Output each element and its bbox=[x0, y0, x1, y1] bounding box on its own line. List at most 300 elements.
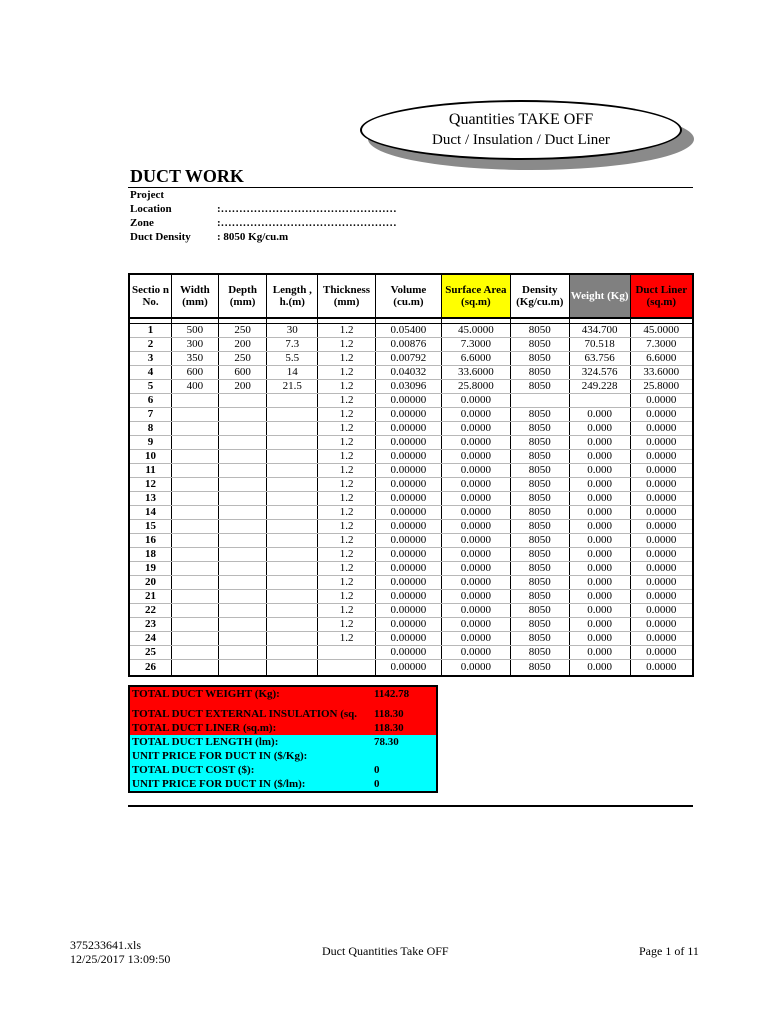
total-label: TOTAL DUCT EXTERNAL INSULATION (sq. bbox=[132, 708, 358, 720]
info-row-zone bbox=[130, 216, 690, 230]
table-cell: 22 bbox=[129, 604, 172, 618]
table-cell: 8050 bbox=[510, 506, 569, 520]
total-label: TOTAL DUCT WEIGHT (Kg): bbox=[132, 688, 280, 700]
table-cell bbox=[267, 408, 318, 422]
table-cell bbox=[318, 660, 376, 677]
table-header-row bbox=[129, 274, 693, 318]
table-cell: 70.518 bbox=[569, 338, 630, 352]
table-cell: 0.00000 bbox=[375, 660, 441, 677]
table-cell bbox=[172, 604, 219, 618]
table-cell bbox=[267, 576, 318, 590]
table-cell: 0.0000 bbox=[630, 660, 693, 677]
table-cell: 45.0000 bbox=[630, 324, 693, 338]
table-cell: 8050 bbox=[510, 562, 569, 576]
table-cell: 1.2 bbox=[318, 436, 376, 450]
table-cell bbox=[172, 436, 219, 450]
table-cell: 0.0000 bbox=[441, 660, 510, 677]
total-row bbox=[130, 701, 436, 721]
footer-title: Duct Quantities Take OFF bbox=[322, 944, 449, 958]
table-cell: 0.05400 bbox=[375, 324, 441, 338]
table-cell bbox=[510, 394, 569, 408]
table-cell bbox=[267, 478, 318, 492]
title-line-2: Duct / Insulation / Duct Liner bbox=[432, 132, 610, 148]
table-cell bbox=[172, 492, 219, 506]
table-cell: 23 bbox=[129, 618, 172, 632]
header-depth: Depth (mm) bbox=[218, 274, 267, 318]
table-cell: 1.2 bbox=[318, 464, 376, 478]
table-cell bbox=[318, 646, 376, 660]
total-row bbox=[130, 777, 436, 791]
table-cell: 33.6000 bbox=[630, 366, 693, 380]
table-cell: 0.0000 bbox=[630, 436, 693, 450]
table-row bbox=[129, 436, 693, 450]
table-cell: 0.00792 bbox=[375, 352, 441, 366]
table-cell: 8050 bbox=[510, 366, 569, 380]
table-cell: 0.03096 bbox=[375, 380, 441, 394]
table-cell: 0.000 bbox=[569, 590, 630, 604]
table-cell: 8 bbox=[129, 422, 172, 436]
table-cell: 0.00000 bbox=[375, 590, 441, 604]
table-cell: 0.0000 bbox=[630, 464, 693, 478]
footer-datetime: 12/25/2017 13:09:50 bbox=[70, 952, 171, 966]
table-cell: 249.228 bbox=[569, 380, 630, 394]
table-cell bbox=[172, 562, 219, 576]
total-value: 0 bbox=[374, 764, 380, 776]
info-value: :………………………………………… bbox=[217, 203, 397, 215]
table-cell: 200 bbox=[218, 338, 267, 352]
table-cell bbox=[218, 576, 267, 590]
table-cell: 8050 bbox=[510, 492, 569, 506]
title-line-1: Quantities TAKE OFF bbox=[448, 111, 594, 128]
table-cell: 1.2 bbox=[318, 534, 376, 548]
table-cell bbox=[172, 618, 219, 632]
total-label: UNIT PRICE FOR DUCT IN ($/lm): bbox=[132, 778, 306, 790]
title-oval bbox=[360, 100, 682, 160]
table-cell bbox=[267, 604, 318, 618]
table-cell bbox=[267, 520, 318, 534]
table-cell: 0.00000 bbox=[375, 632, 441, 646]
total-row bbox=[130, 721, 436, 735]
table-cell bbox=[218, 422, 267, 436]
table-cell: 0.00000 bbox=[375, 576, 441, 590]
table-cell: 8050 bbox=[510, 380, 569, 394]
table-cell: 0.0000 bbox=[441, 604, 510, 618]
table-cell: 10 bbox=[129, 450, 172, 464]
table-cell: 0.0000 bbox=[630, 478, 693, 492]
table-cell bbox=[218, 646, 267, 660]
table-cell: 0.0000 bbox=[441, 534, 510, 548]
table-cell bbox=[218, 394, 267, 408]
table-cell: 18 bbox=[129, 548, 172, 562]
totals-box bbox=[128, 685, 438, 793]
info-row-location bbox=[130, 202, 690, 216]
total-row bbox=[130, 749, 436, 763]
header-length: Length , h.(m) bbox=[267, 274, 318, 318]
table-cell: 0.000 bbox=[569, 660, 630, 677]
info-row-density bbox=[130, 230, 690, 244]
table-cell: 400 bbox=[172, 380, 219, 394]
table-cell: 0.0000 bbox=[441, 464, 510, 478]
table-cell: 0.000 bbox=[569, 576, 630, 590]
header-volume: Volume (cu.m) bbox=[375, 274, 441, 318]
table-cell bbox=[172, 464, 219, 478]
table-cell: 0.00000 bbox=[375, 436, 441, 450]
table-cell: 8050 bbox=[510, 408, 569, 422]
table-cell: 1.2 bbox=[318, 450, 376, 464]
table-cell: 0.000 bbox=[569, 436, 630, 450]
table-cell: 300 bbox=[172, 338, 219, 352]
table-cell: 600 bbox=[218, 366, 267, 380]
table-cell: 12 bbox=[129, 478, 172, 492]
table-cell bbox=[267, 562, 318, 576]
info-value: : 8050 Kg/cu.m bbox=[217, 231, 289, 243]
table-cell bbox=[172, 548, 219, 562]
table-row bbox=[129, 660, 693, 677]
table-row bbox=[129, 380, 693, 394]
total-value: 118.30 bbox=[374, 708, 404, 720]
table-cell bbox=[218, 590, 267, 604]
table-row bbox=[129, 618, 693, 632]
table-cell: 0.0000 bbox=[630, 646, 693, 660]
table-cell bbox=[172, 590, 219, 604]
table-row bbox=[129, 534, 693, 548]
table-cell: 8050 bbox=[510, 436, 569, 450]
total-row bbox=[130, 687, 436, 701]
table-cell: 5.5 bbox=[267, 352, 318, 366]
table-cell: 1 bbox=[129, 324, 172, 338]
table-cell: 1.2 bbox=[318, 492, 376, 506]
table-cell bbox=[267, 492, 318, 506]
table-cell: 0.0000 bbox=[630, 492, 693, 506]
table-cell: 8050 bbox=[510, 604, 569, 618]
total-value: 0 bbox=[374, 778, 380, 790]
table-cell bbox=[218, 660, 267, 677]
table-cell bbox=[267, 422, 318, 436]
table-row bbox=[129, 548, 693, 562]
table-cell: 250 bbox=[218, 324, 267, 338]
table-cell: 14 bbox=[267, 366, 318, 380]
table-cell: 0.00000 bbox=[375, 478, 441, 492]
bottom-divider bbox=[128, 805, 693, 807]
table-cell: 0.00000 bbox=[375, 464, 441, 478]
table-row bbox=[129, 562, 693, 576]
table-cell: 0.000 bbox=[569, 520, 630, 534]
table-cell: 0.000 bbox=[569, 506, 630, 520]
table-cell: 63.756 bbox=[569, 352, 630, 366]
table-cell: 0.0000 bbox=[630, 422, 693, 436]
table-cell: 8050 bbox=[510, 590, 569, 604]
table-cell: 0.000 bbox=[569, 464, 630, 478]
table-cell: 0.0000 bbox=[441, 506, 510, 520]
table-cell bbox=[172, 506, 219, 520]
table-cell: 1.2 bbox=[318, 576, 376, 590]
table-cell: 1.2 bbox=[318, 590, 376, 604]
table-cell: 8050 bbox=[510, 450, 569, 464]
table-cell bbox=[218, 604, 267, 618]
table-cell: 0.0000 bbox=[630, 576, 693, 590]
table-cell bbox=[172, 534, 219, 548]
table-cell: 0.000 bbox=[569, 492, 630, 506]
table-row bbox=[129, 338, 693, 352]
table-cell: 1.2 bbox=[318, 394, 376, 408]
table-cell bbox=[267, 660, 318, 677]
table-row bbox=[129, 352, 693, 366]
table-cell: 20 bbox=[129, 576, 172, 590]
table-cell: 14 bbox=[129, 506, 172, 520]
table-cell: 0.00000 bbox=[375, 408, 441, 422]
table-cell: 0.0000 bbox=[630, 632, 693, 646]
table-cell: 8050 bbox=[510, 464, 569, 478]
table-cell: 25 bbox=[129, 646, 172, 660]
total-label: UNIT PRICE FOR DUCT IN ($/Kg): bbox=[132, 750, 308, 762]
header-weight: Weight (Kg) bbox=[569, 274, 630, 318]
table-cell: 0.00000 bbox=[375, 394, 441, 408]
table-cell: 0.000 bbox=[569, 548, 630, 562]
total-label: TOTAL DUCT COST ($): bbox=[132, 764, 255, 776]
table-row bbox=[129, 632, 693, 646]
table-cell: 0.0000 bbox=[441, 548, 510, 562]
table-cell: 8050 bbox=[510, 548, 569, 562]
table-cell: 7.3000 bbox=[441, 338, 510, 352]
table-cell: 0.0000 bbox=[441, 646, 510, 660]
section-heading: DUCT WORK bbox=[130, 166, 244, 186]
table-cell: 0.000 bbox=[569, 562, 630, 576]
table-cell bbox=[172, 660, 219, 677]
table-cell: 0.0000 bbox=[630, 534, 693, 548]
table-cell: 0.0000 bbox=[630, 590, 693, 604]
table-cell: 0.0000 bbox=[441, 590, 510, 604]
table-cell: 7.3 bbox=[267, 338, 318, 352]
total-value: 78.30 bbox=[374, 736, 399, 748]
table-row bbox=[129, 506, 693, 520]
table-cell: 0.00000 bbox=[375, 534, 441, 548]
table-cell: 24 bbox=[129, 632, 172, 646]
table-cell: 11 bbox=[129, 464, 172, 478]
table-cell: 200 bbox=[218, 380, 267, 394]
table-cell: 0.0000 bbox=[630, 408, 693, 422]
table-cell: 0.00000 bbox=[375, 450, 441, 464]
table-cell: 1.2 bbox=[318, 338, 376, 352]
table-cell bbox=[218, 408, 267, 422]
table-cell: 0.00000 bbox=[375, 506, 441, 520]
table-cell: 21 bbox=[129, 590, 172, 604]
table-cell: 25.8000 bbox=[630, 380, 693, 394]
table-cell: 1.2 bbox=[318, 618, 376, 632]
table-cell: 0.0000 bbox=[441, 492, 510, 506]
table-cell: 1.2 bbox=[318, 632, 376, 646]
table-cell: 6.6000 bbox=[630, 352, 693, 366]
table-row bbox=[129, 590, 693, 604]
table-cell: 4 bbox=[129, 366, 172, 380]
table-cell bbox=[267, 534, 318, 548]
table-cell: 0.0000 bbox=[630, 562, 693, 576]
table-cell bbox=[267, 548, 318, 562]
table-cell: 8050 bbox=[510, 660, 569, 677]
table-cell: 1.2 bbox=[318, 548, 376, 562]
header-duct-liner: Duct Liner (sq.m) bbox=[630, 274, 693, 318]
table-cell bbox=[267, 464, 318, 478]
total-row bbox=[130, 735, 436, 749]
table-cell: 0.0000 bbox=[630, 604, 693, 618]
table-cell: 8050 bbox=[510, 632, 569, 646]
table-cell bbox=[218, 520, 267, 534]
table-row bbox=[129, 450, 693, 464]
table-cell bbox=[267, 436, 318, 450]
table-cell: 0.000 bbox=[569, 422, 630, 436]
table-cell: 7.3000 bbox=[630, 338, 693, 352]
table-cell bbox=[172, 632, 219, 646]
total-row bbox=[130, 763, 436, 777]
table-cell: 8050 bbox=[510, 478, 569, 492]
info-row-project bbox=[130, 188, 690, 202]
table-cell: 0.000 bbox=[569, 604, 630, 618]
table-cell bbox=[172, 520, 219, 534]
table-cell: 1.2 bbox=[318, 478, 376, 492]
table-cell: 25.8000 bbox=[441, 380, 510, 394]
table-cell bbox=[267, 394, 318, 408]
table-cell: 8050 bbox=[510, 422, 569, 436]
table-cell: 1.2 bbox=[318, 604, 376, 618]
table-cell: 5 bbox=[129, 380, 172, 394]
table-cell: 0.0000 bbox=[630, 394, 693, 408]
table-cell: 7 bbox=[129, 408, 172, 422]
table-cell: 2 bbox=[129, 338, 172, 352]
table-cell: 21.5 bbox=[267, 380, 318, 394]
info-label: Zone bbox=[130, 217, 154, 229]
table-cell: 0.00000 bbox=[375, 618, 441, 632]
table-cell bbox=[569, 394, 630, 408]
table-cell bbox=[218, 450, 267, 464]
table-cell: 0.00000 bbox=[375, 548, 441, 562]
table-cell bbox=[218, 632, 267, 646]
header-section: Sectio n No. bbox=[129, 274, 172, 318]
table-cell: 0.00876 bbox=[375, 338, 441, 352]
table-cell: 0.00000 bbox=[375, 492, 441, 506]
table-cell: 0.0000 bbox=[630, 548, 693, 562]
duct-table bbox=[128, 273, 694, 677]
table-cell: 6 bbox=[129, 394, 172, 408]
table-cell: 9 bbox=[129, 436, 172, 450]
header-width: Width (mm) bbox=[172, 274, 219, 318]
table-cell: 0.00000 bbox=[375, 562, 441, 576]
table-cell bbox=[267, 450, 318, 464]
header-density: Density (Kg/cu.m) bbox=[510, 274, 569, 318]
table-row bbox=[129, 492, 693, 506]
table-cell: 324.576 bbox=[569, 366, 630, 380]
table-cell: 0.00000 bbox=[375, 422, 441, 436]
table-row bbox=[129, 408, 693, 422]
total-label: TOTAL DUCT LINER (sq.m): bbox=[132, 722, 277, 734]
total-value: 118.30 bbox=[374, 722, 404, 734]
table-cell: 13 bbox=[129, 492, 172, 506]
header-surface-area: Surface Area (sq.m) bbox=[441, 274, 510, 318]
table-cell: 8050 bbox=[510, 338, 569, 352]
table-cell: 0.0000 bbox=[441, 408, 510, 422]
table-cell: 0.04032 bbox=[375, 366, 441, 380]
table-cell: 1.2 bbox=[318, 324, 376, 338]
table-cell bbox=[267, 590, 318, 604]
table-cell: 0.0000 bbox=[441, 422, 510, 436]
table-cell bbox=[218, 506, 267, 520]
table-cell: 45.0000 bbox=[441, 324, 510, 338]
table-cell bbox=[218, 548, 267, 562]
table-cell bbox=[172, 450, 219, 464]
table-cell: 1.2 bbox=[318, 562, 376, 576]
table-cell: 0.0000 bbox=[441, 394, 510, 408]
footer-page-number: Page 1 of 11 bbox=[639, 944, 699, 958]
table-cell: 0.0000 bbox=[630, 520, 693, 534]
info-label: Duct Density bbox=[130, 231, 191, 243]
table-cell: 1.2 bbox=[318, 506, 376, 520]
table-row bbox=[129, 394, 693, 408]
table-cell bbox=[172, 576, 219, 590]
table-cell: 0.00000 bbox=[375, 646, 441, 660]
total-label: TOTAL DUCT LENGTH (lm): bbox=[132, 736, 279, 748]
table-cell: 8050 bbox=[510, 324, 569, 338]
table-cell: 0.00000 bbox=[375, 520, 441, 534]
table-cell bbox=[172, 478, 219, 492]
table-cell bbox=[218, 478, 267, 492]
table-cell bbox=[267, 646, 318, 660]
table-cell: 15 bbox=[129, 520, 172, 534]
table-row bbox=[129, 604, 693, 618]
table-cell: 8050 bbox=[510, 534, 569, 548]
table-cell: 16 bbox=[129, 534, 172, 548]
table-cell bbox=[267, 506, 318, 520]
table-cell: 1.2 bbox=[318, 366, 376, 380]
table-cell: 1.2 bbox=[318, 380, 376, 394]
table-cell: 33.6000 bbox=[441, 366, 510, 380]
table-cell: 0.000 bbox=[569, 534, 630, 548]
table-cell: 600 bbox=[172, 366, 219, 380]
table-cell: 1.2 bbox=[318, 422, 376, 436]
table-cell: 26 bbox=[129, 660, 172, 677]
table-cell bbox=[218, 534, 267, 548]
table-cell: 0.0000 bbox=[441, 520, 510, 534]
table-cell: 0.000 bbox=[569, 450, 630, 464]
table-cell: 0.0000 bbox=[441, 450, 510, 464]
table-cell: 350 bbox=[172, 352, 219, 366]
table-cell: 0.000 bbox=[569, 408, 630, 422]
table-cell: 0.0000 bbox=[441, 562, 510, 576]
table-cell bbox=[172, 646, 219, 660]
table-cell: 30 bbox=[267, 324, 318, 338]
table-cell bbox=[218, 618, 267, 632]
table-cell: 0.0000 bbox=[441, 576, 510, 590]
footer-filename: 375233641.xls bbox=[70, 938, 142, 952]
project-info bbox=[130, 188, 690, 244]
table-cell: 8050 bbox=[510, 520, 569, 534]
table-cell: 0.0000 bbox=[441, 436, 510, 450]
table-cell: 0.0000 bbox=[630, 506, 693, 520]
table-cell: 8050 bbox=[510, 646, 569, 660]
table-cell bbox=[218, 562, 267, 576]
table-cell bbox=[218, 492, 267, 506]
table-cell bbox=[218, 436, 267, 450]
table-cell bbox=[267, 632, 318, 646]
table-cell: 1.2 bbox=[318, 352, 376, 366]
table-cell bbox=[172, 408, 219, 422]
table-cell: 8050 bbox=[510, 352, 569, 366]
table-cell bbox=[218, 464, 267, 478]
info-label: Project bbox=[130, 189, 164, 201]
table-row bbox=[129, 422, 693, 436]
table-cell: 19 bbox=[129, 562, 172, 576]
table-cell bbox=[172, 394, 219, 408]
table-cell: 434.700 bbox=[569, 324, 630, 338]
table-cell: 0.0000 bbox=[441, 478, 510, 492]
table-cell: 0.0000 bbox=[630, 450, 693, 464]
